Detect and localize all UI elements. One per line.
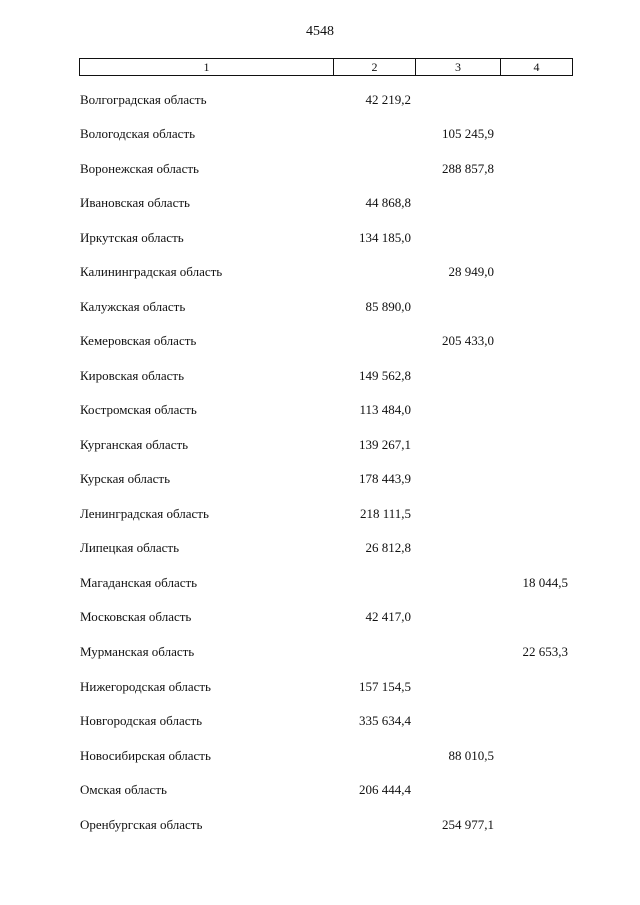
table-row — [0, 297, 640, 317]
value-col-2: 134 185,0 — [359, 230, 411, 245]
region-name: Липецкая область — [80, 540, 180, 555]
region-name: Новосибирская область — [80, 748, 211, 763]
region-name: Новгородская область — [80, 713, 203, 728]
value-col-2: 44 868,8 — [365, 195, 411, 210]
value-col-2: 149 562,8 — [359, 368, 411, 383]
table-row — [0, 124, 640, 144]
region-name: Ивановская область — [80, 195, 190, 210]
region-name: Омская область — [80, 782, 167, 797]
value-col-3: 88 010,5 — [448, 748, 494, 763]
value-col-3: 254 977,1 — [442, 817, 494, 832]
table-row — [0, 677, 640, 697]
table-row — [0, 331, 640, 351]
column-header-row — [80, 59, 573, 76]
region-name: Московская область — [80, 609, 192, 624]
table-row — [0, 366, 640, 386]
table-row — [0, 400, 640, 420]
value-col-2: 139 267,1 — [359, 437, 411, 452]
region-name: Мурманская область — [80, 644, 195, 659]
value-col-2: 85 890,0 — [365, 299, 411, 314]
table-row — [0, 538, 640, 558]
table-row — [0, 159, 640, 179]
region-name: Вологодская область — [80, 126, 196, 141]
value-col-3: 28 949,0 — [448, 264, 494, 279]
value-col-4: 22 653,3 — [522, 644, 568, 659]
value-col-4: 18 044,5 — [522, 575, 568, 590]
column-header-table — [79, 58, 573, 76]
table-row — [0, 815, 640, 835]
region-name: Нижегородская область — [80, 679, 211, 694]
value-col-2: 206 444,4 — [359, 782, 411, 797]
region-name: Кировская область — [80, 368, 185, 383]
region-name: Ленинградская область — [80, 506, 209, 521]
table-row — [0, 262, 640, 282]
value-col-2: 42 219,2 — [365, 92, 411, 107]
page-number: 4548 — [306, 24, 334, 39]
table-row — [0, 193, 640, 213]
value-col-2: 218 111,5 — [359, 506, 411, 521]
table-row — [0, 435, 640, 455]
region-name: Курганская область — [80, 437, 189, 452]
value-col-3: 105 245,9 — [442, 126, 494, 141]
table-row — [0, 780, 640, 800]
region-name: Кемеровская область — [80, 333, 197, 348]
value-col-2: 335 634,4 — [359, 713, 411, 728]
region-name: Волгоградская область — [80, 92, 207, 107]
table-row — [0, 746, 640, 766]
value-col-2: 113 484,0 — [359, 402, 411, 417]
value-col-3: 205 433,0 — [442, 333, 494, 348]
column-header-1: 1 — [80, 59, 334, 76]
region-name: Калужская область — [80, 299, 186, 314]
table-row — [0, 573, 640, 593]
column-header-2: 2 — [334, 59, 416, 76]
region-name: Оренбургская область — [80, 817, 203, 832]
region-name: Костромская область — [80, 402, 197, 417]
table-row — [0, 469, 640, 489]
region-name: Воронежская область — [80, 161, 199, 176]
region-name: Курская область — [80, 471, 171, 486]
region-name: Иркутская область — [80, 230, 184, 245]
column-header-3: 3 — [416, 59, 501, 76]
table-row — [0, 504, 640, 524]
table-row — [0, 228, 640, 248]
region-name: Калининградская область — [80, 264, 223, 279]
value-col-2: 178 443,9 — [359, 471, 411, 486]
table-row — [0, 607, 640, 627]
value-col-2: 42 417,0 — [365, 609, 411, 624]
value-col-3: 288 857,8 — [442, 161, 494, 176]
column-header-4: 4 — [501, 59, 573, 76]
table-row — [0, 90, 640, 110]
table-row — [0, 642, 640, 662]
table-row — [0, 711, 640, 731]
region-name: Магаданская область — [80, 575, 198, 590]
value-col-2: 157 154,5 — [359, 679, 411, 694]
value-col-2: 26 812,8 — [365, 540, 411, 555]
